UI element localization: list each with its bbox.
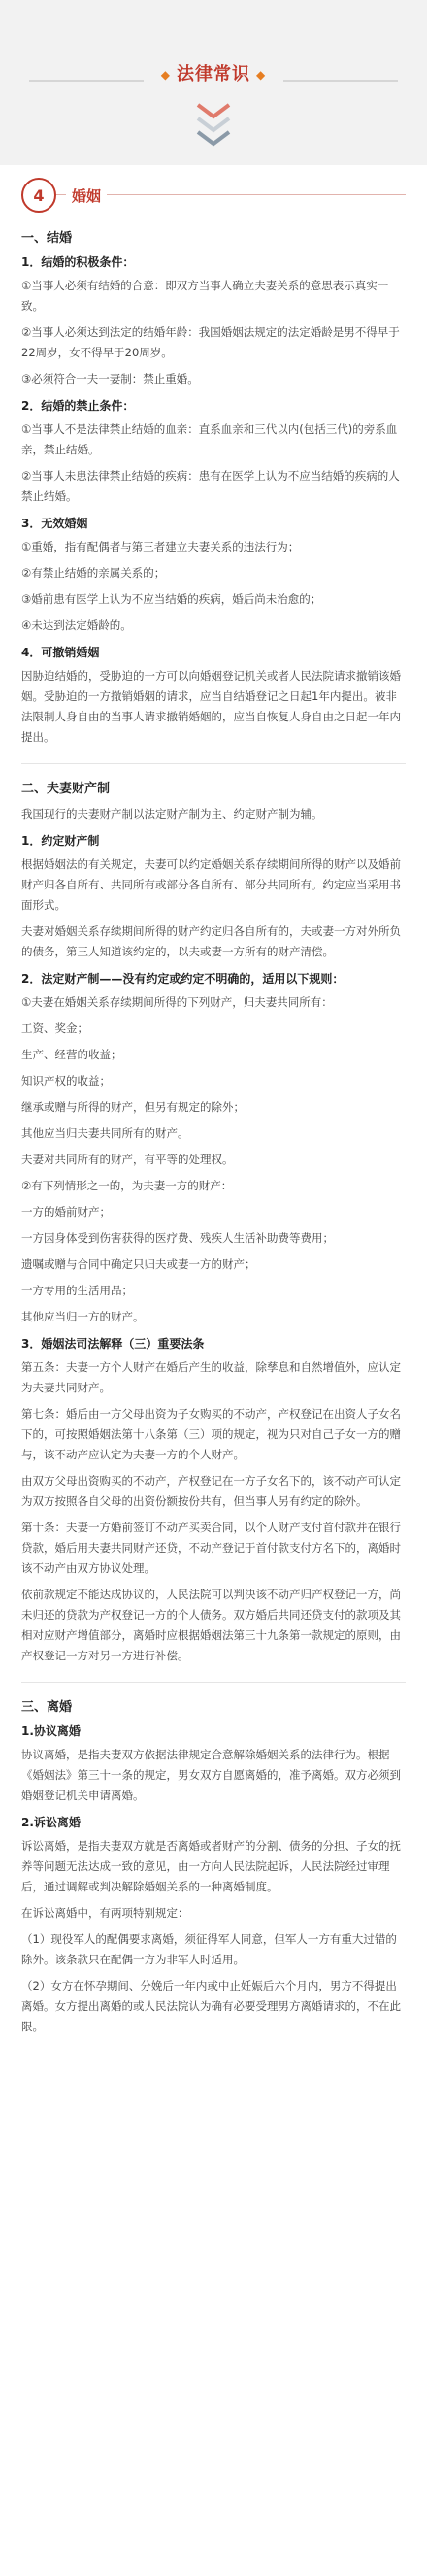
- paragraph: 知识产权的收益；: [21, 1074, 111, 1087]
- subsection-heading: 2．法定财产制——没有约定或约定不明确的，适用以下规则：: [21, 972, 345, 986]
- paragraph: 一方的婚前财产；: [21, 1205, 111, 1219]
- paragraph: 工资、奖金；: [21, 1021, 88, 1035]
- paragraph: 在诉讼离婚中，有两项特别规定：: [21, 1906, 189, 1920]
- paragraph: 生产、经营的收益；: [21, 1048, 122, 1061]
- chevron-down-icon: [184, 97, 243, 151]
- paragraph: 第七条：婚后由一方父母出资为子女购买的不动产，产权登记在出资人子女名下的，可按照婚姻法第十八条第（三）项的规定，视为只对自己子女一方的赠与，该不动产应认定为夫妻一方的个人财产。: [21, 1407, 401, 1461]
- section-header: [21, 177, 406, 214]
- chapter-heading: 一、结婚: [21, 231, 73, 246]
- paragraph: ①夫妻在婚姻关系存续期间所得的下列财产，归夫妻共同所有：: [21, 995, 333, 1009]
- paragraph: ②有禁止结婚的亲属关系的；: [21, 566, 166, 580]
- paragraph: 遗嘱或赠与合同中确定只归夫或妻一方的财产；: [21, 1257, 256, 1271]
- paragraph: （2）女方在怀孕期间、分娩后一年内或中止妊娠后六个月内，男方不得提出离婚。女方提出离婚的或人民法院认为确有必要受理男方离婚请求的，不在此限。: [21, 1979, 401, 2033]
- paragraph: （1）现役军人的配偶要求离婚，须征得军人同意，但军人一方有重大过错的除外。该条款只在配偶一方为非军人时适用。: [21, 1932, 397, 1966]
- header-title: [144, 60, 283, 85]
- paragraph: 夫妻对共同所有的财产，有平等的处理权。: [21, 1153, 234, 1166]
- paragraph: 夫妻对婚姻关系存续期间所得的财产约定归各自所有的，夫或妻一方对外所负的债务，第三人知道该约定的，以夫或妻一方所有的财产清偿。: [21, 924, 401, 958]
- diamond-icon: ◆: [256, 68, 267, 82]
- paragraph: 其他应当归夫妻共同所有的财产。: [21, 1126, 189, 1140]
- paragraph: ②当事人必须达到法定的结婚年龄：我国婚姻法规定的法定婚龄是男不得早于22周岁，女不得早于20周岁。: [21, 325, 400, 359]
- paragraph: 诉讼离婚，是指夫妻双方就是否离婚或者财产的分割、债务的分担、子女的抚养等问题无法达成一致的意见，由一方向人民法院起诉，人民法院经过审理后，通过调解或判决解除婚姻关系的一种离婚制度。: [21, 1839, 401, 1893]
- paragraph: ①重婚，指有配偶者与第三者建立夫妻关系的违法行为；: [21, 540, 300, 553]
- subsection-heading: 4．可撤销婚姻: [21, 646, 100, 659]
- section-number-badge: [21, 178, 56, 213]
- subsection-heading: 1．约定财产制: [21, 834, 100, 848]
- paragraph: 根据婚姻法的有关规定，夫妻可以约定婚姻关系存续期间所得的财产以及婚前财产归各自所有、共同所有或部分各自所有、部分共同所有。约定应当采用书面形式。: [21, 857, 401, 912]
- section-divider: [21, 1682, 406, 1683]
- paragraph: ④未达到法定婚龄的。: [21, 619, 132, 632]
- paragraph: ②当事人未患法律禁止结婚的疾病：患有在医学上认为不应当结婚的疾病的人禁止结婚。: [21, 469, 400, 503]
- subsection-heading: 1.协议离婚: [21, 1724, 81, 1738]
- subsection-heading: 3．婚姻法司法解释（三）重要法条: [21, 1337, 205, 1351]
- section-title: 婚姻: [66, 185, 107, 206]
- section-number: 4: [33, 185, 45, 205]
- paragraph: 我国现行的夫妻财产制以法定财产制为主、约定财产制为辅。: [21, 807, 323, 820]
- paragraph: ③婚前患有医学上认为不应当结婚的疾病，婚后尚未治愈的；: [21, 592, 322, 606]
- subsection-heading: 2．结婚的禁止条件：: [21, 399, 135, 413]
- diamond-icon: ◆: [160, 68, 171, 82]
- paragraph: 一方专用的生活用品；: [21, 1284, 133, 1297]
- article-body: [21, 177, 406, 2043]
- paragraph: 一方因身体受到伤害获得的医疗费、残疾人生活补助费等费用；: [21, 1231, 334, 1245]
- subsection-heading: 3．无效婚姻: [21, 517, 88, 530]
- header-banner: [0, 0, 427, 165]
- header-title-wrap: [0, 60, 427, 85]
- paragraph: 协议离婚，是指夫妻双方依据法律规定合意解除婚姻关系的法律行为。根据《婚姻法》第三十一条的规定，男女双方自愿离婚的，准予离婚。双方必须到婚姻登记机关申请离婚。: [21, 1748, 401, 1802]
- subsection-heading: 2.诉讼离婚: [21, 1816, 81, 1829]
- paragraph: 第十条：夫妻一方婚前签订不动产买卖合同，以个人财产支付首付款并在银行贷款，婚后用夫妻共同财产还贷，不动产登记于首付款支付方名下的，离婚时该不动产由双方协议处理。: [21, 1521, 401, 1575]
- paragraph: ①当事人必须有结婚的合意：即双方当事人确立夫妻关系的意思表示真实一致。: [21, 279, 389, 313]
- paragraph: ①当事人不是法律禁止结婚的血亲：直系血亲和三代以内(包括三代)的旁系血亲，禁止结婚。: [21, 422, 398, 456]
- paragraph: 其他应当归一方的财产。: [21, 1310, 145, 1323]
- paragraph: ②有下列情形之一的，为夫妻一方的财产：: [21, 1179, 233, 1192]
- paragraph: 由双方父母出资购买的不动产，产权登记在一方子女名下的，该不动产可认定为双方按照各自父母的出资份额按份共有，但当事人另有约定的除外。: [21, 1474, 401, 1508]
- paragraph: ③必须符合一夫一妻制：禁止重婚。: [21, 372, 199, 385]
- paragraph: 因胁迫结婚的，受胁迫的一方可以向婚姻登记机关或者人民法院请求撤销该婚姻。受胁迫的一方撤销婚姻的请求，应当自结婚登记之日起1年内提出。被非法限制人身自由的当事人请求撤销婚姻的，应当自恢复人身自由之日起一年内提出。: [21, 669, 401, 744]
- paragraph: 第五条：夫妻一方个人财产在婚后产生的收益，除孳息和自然增值外，应认定为夫妻共同财产。: [21, 1360, 401, 1394]
- header-title-text: 法律常识: [177, 64, 250, 84]
- section-divider: [21, 763, 406, 764]
- chapter-heading: 二、夫妻财产制: [21, 782, 111, 796]
- paragraph: 依前款规定不能达成协议的，人民法院可以判决该不动产归产权登记一方，尚未归还的贷款为产权登记一方的个人债务。双方婚后共同还贷支付的款项及其相对应财产增值部分，离婚时应根据婚姻法第三十九条第一款规定的原则，由产权登记一方对另一方进行补偿。: [21, 1588, 401, 1662]
- chapter-heading: 三、离婚: [21, 1700, 73, 1715]
- subsection-heading: 1．结婚的积极条件：: [21, 255, 135, 269]
- paragraph: 继承或赠与所得的财产，但另有规定的除外；: [21, 1100, 245, 1114]
